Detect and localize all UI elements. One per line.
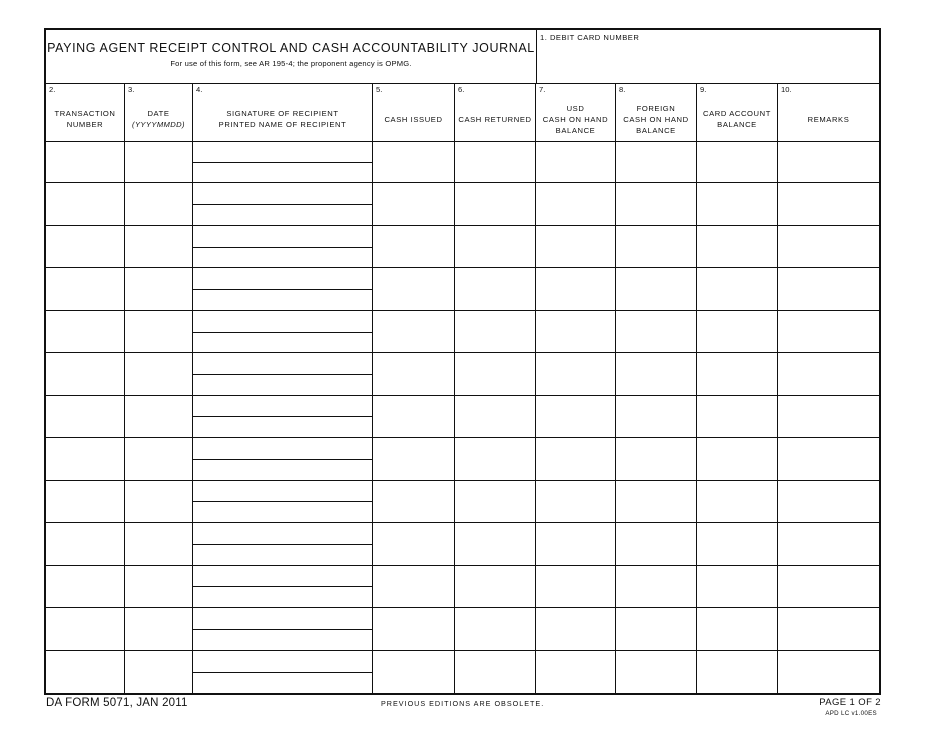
- transaction-number-cell[interactable]: [46, 311, 125, 352]
- remarks-cell[interactable]: [778, 566, 879, 607]
- usd-cash-on-hand-cell[interactable]: [536, 268, 616, 309]
- foreign-cash-on-hand-cell[interactable]: [616, 438, 697, 479]
- column-header-cash-issued: [373, 83, 455, 141]
- table-row: [46, 438, 879, 480]
- cash-issued-cell[interactable]: [373, 311, 455, 352]
- transaction-number-cell[interactable]: [46, 523, 125, 564]
- cash-issued-cell[interactable]: [373, 226, 455, 267]
- signature-recipient-cell[interactable]: [193, 226, 373, 267]
- card-account-balance-cell[interactable]: [697, 353, 778, 394]
- transaction-number-cell[interactable]: [46, 481, 125, 522]
- date-cell[interactable]: [125, 566, 193, 607]
- column-label-line: CASH RETURNED: [458, 114, 532, 124]
- debit-card-number-label: 1. DEBIT CARD NUMBER: [540, 33, 640, 42]
- column-label-line: DATE: [147, 109, 170, 118]
- signature-recipient-cell[interactable]: [193, 651, 373, 693]
- foreign-cash-on-hand-cell[interactable]: [616, 481, 697, 522]
- column-label-line: PRINTED NAME OF RECIPIENT: [218, 120, 347, 129]
- cash-issued-cell[interactable]: [373, 566, 455, 607]
- signature-divider: [193, 459, 372, 460]
- cash-issued-cell[interactable]: [373, 183, 455, 224]
- remarks-cell[interactable]: [778, 183, 879, 224]
- usd-cash-on-hand-cell[interactable]: [536, 226, 616, 267]
- cash-issued-cell[interactable]: [373, 396, 455, 437]
- column-label-line: (YYYYMMDD): [132, 120, 185, 129]
- signature-divider: [193, 586, 372, 587]
- column-header-card-account-balance: [697, 83, 778, 141]
- signature-recipient-cell[interactable]: [193, 608, 373, 649]
- transaction-number-cell[interactable]: [46, 226, 125, 267]
- column-label-line: CASH ON HAND: [542, 114, 609, 124]
- column-header-usd-cash-on-hand: [536, 83, 616, 141]
- column-label-line: BALANCE: [555, 125, 596, 135]
- signature-recipient-cell[interactable]: [193, 183, 373, 224]
- cash-returned-cell[interactable]: [455, 396, 536, 437]
- column-label: [125, 97, 192, 141]
- transaction-number-cell[interactable]: [46, 141, 125, 182]
- date-cell[interactable]: [125, 523, 193, 564]
- signature-recipient-cell[interactable]: [193, 396, 373, 437]
- date-cell[interactable]: [125, 268, 193, 309]
- column-label-line: NUMBER: [66, 120, 104, 129]
- usd-cash-on-hand-cell[interactable]: [536, 481, 616, 522]
- form-title: PAYING AGENT RECEIPT CONTROL AND CASH ACCOUNTABILITY JOURNAL: [47, 41, 535, 55]
- cash-issued-cell[interactable]: [373, 438, 455, 479]
- foreign-cash-on-hand-cell[interactable]: [616, 353, 697, 394]
- cash-returned-cell[interactable]: [455, 226, 536, 267]
- cash-issued-cell[interactable]: [373, 481, 455, 522]
- table-row: [46, 141, 879, 183]
- remarks-cell[interactable]: [778, 268, 879, 309]
- column-label: [616, 97, 696, 141]
- cash-returned-cell[interactable]: [455, 481, 536, 522]
- cash-returned-cell[interactable]: [455, 566, 536, 607]
- column-label: [697, 97, 777, 141]
- debit-card-number-field[interactable]: [536, 30, 879, 83]
- cash-issued-cell[interactable]: [373, 608, 455, 649]
- column-label-line: CASH ISSUED: [384, 114, 443, 124]
- usd-cash-on-hand-cell[interactable]: [536, 608, 616, 649]
- table-row: [46, 566, 879, 608]
- column-label: [778, 97, 879, 141]
- column-label-line: BALANCE: [717, 120, 757, 129]
- column-label-line: TRANSACTION: [54, 109, 116, 118]
- column-label-line: CASH ON HAND: [623, 114, 689, 124]
- column-header-remarks: [778, 83, 879, 141]
- card-account-balance-cell[interactable]: [697, 566, 778, 607]
- date-cell[interactable]: [125, 651, 193, 693]
- column-number: 3.: [128, 85, 135, 94]
- signature-recipient-cell[interactable]: [193, 438, 373, 479]
- foreign-cash-on-hand-cell[interactable]: [616, 523, 697, 564]
- date-cell[interactable]: [125, 311, 193, 352]
- card-account-balance-cell[interactable]: [697, 481, 778, 522]
- cash-issued-cell[interactable]: [373, 353, 455, 394]
- signature-recipient-cell[interactable]: [193, 566, 373, 607]
- foreign-cash-on-hand-cell[interactable]: [616, 226, 697, 267]
- usd-cash-on-hand-cell[interactable]: [536, 566, 616, 607]
- form-header: [46, 30, 879, 84]
- remarks-cell[interactable]: [778, 438, 879, 479]
- column-label-line: FOREIGN: [636, 103, 676, 113]
- card-account-balance-cell[interactable]: [697, 651, 778, 693]
- cash-issued-cell[interactable]: [373, 268, 455, 309]
- cash-returned-cell[interactable]: [455, 438, 536, 479]
- foreign-cash-on-hand-cell[interactable]: [616, 396, 697, 437]
- column-header-transaction-number: [46, 83, 125, 141]
- usd-cash-on-hand-cell[interactable]: [536, 311, 616, 352]
- column-label-line: SIGNATURE OF RECIPIENT: [226, 109, 339, 118]
- remarks-cell[interactable]: [778, 353, 879, 394]
- foreign-cash-on-hand-cell[interactable]: [616, 651, 697, 693]
- usd-cash-on-hand-cell[interactable]: [536, 183, 616, 224]
- signature-divider: [193, 672, 372, 673]
- apd-version: APD LC v1.00ES: [825, 710, 877, 717]
- foreign-cash-on-hand-cell[interactable]: [616, 311, 697, 352]
- column-number: 5.: [376, 85, 383, 94]
- column-header-cash-returned: [455, 83, 536, 141]
- cash-returned-cell[interactable]: [455, 141, 536, 182]
- column-label: [46, 97, 124, 141]
- remarks-cell[interactable]: [778, 226, 879, 267]
- column-number: 9.: [700, 85, 707, 94]
- cash-returned-cell[interactable]: [455, 183, 536, 224]
- transaction-number-cell[interactable]: [46, 438, 125, 479]
- column-header-signature-recipient: [193, 83, 373, 141]
- card-account-balance-cell[interactable]: [697, 523, 778, 564]
- cash-returned-cell[interactable]: [455, 268, 536, 309]
- remarks-cell[interactable]: [778, 481, 879, 522]
- usd-cash-on-hand-cell[interactable]: [536, 438, 616, 479]
- card-account-balance-cell[interactable]: [697, 396, 778, 437]
- card-account-balance-cell[interactable]: [697, 311, 778, 352]
- transaction-number-cell[interactable]: [46, 268, 125, 309]
- date-cell[interactable]: [125, 438, 193, 479]
- remarks-cell[interactable]: [778, 651, 879, 693]
- foreign-cash-on-hand-cell[interactable]: [616, 268, 697, 309]
- remarks-cell[interactable]: [778, 311, 879, 352]
- foreign-cash-on-hand-cell[interactable]: [616, 566, 697, 607]
- cash-returned-cell[interactable]: [455, 651, 536, 693]
- signature-recipient-cell[interactable]: [193, 268, 373, 309]
- signature-divider: [193, 544, 372, 545]
- form-subtitle: For use of this form, see AR 195-4; the proponent agency is OPMG.: [170, 59, 412, 68]
- cash-issued-cell[interactable]: [373, 523, 455, 564]
- cash-returned-cell[interactable]: [455, 608, 536, 649]
- column-number: 2.: [49, 85, 56, 94]
- obsolete-notice: PREVIOUS EDITIONS ARE OBSOLETE.: [381, 699, 545, 708]
- date-cell[interactable]: [125, 608, 193, 649]
- foreign-cash-on-hand-cell[interactable]: [616, 141, 697, 182]
- transaction-number-cell[interactable]: [46, 608, 125, 649]
- column-number: 7.: [539, 85, 546, 94]
- cash-returned-cell[interactable]: [455, 311, 536, 352]
- column-number: 8.: [619, 85, 626, 94]
- foreign-cash-on-hand-cell[interactable]: [616, 183, 697, 224]
- date-cell[interactable]: [125, 481, 193, 522]
- usd-cash-on-hand-cell[interactable]: [536, 353, 616, 394]
- table-row: [46, 311, 879, 353]
- journal-rows: [46, 141, 879, 693]
- signature-divider: [193, 204, 372, 205]
- remarks-cell[interactable]: [778, 523, 879, 564]
- table-row: [46, 353, 879, 395]
- date-cell[interactable]: [125, 226, 193, 267]
- page-number: PAGE 1 OF 2: [819, 697, 881, 708]
- card-account-balance-cell[interactable]: [697, 183, 778, 224]
- signature-divider: [193, 332, 372, 333]
- card-account-balance-cell[interactable]: [697, 226, 778, 267]
- cash-issued-cell[interactable]: [373, 141, 455, 182]
- date-cell[interactable]: [125, 353, 193, 394]
- cash-returned-cell[interactable]: [455, 523, 536, 564]
- card-account-balance-cell[interactable]: [697, 141, 778, 182]
- signature-divider: [193, 289, 372, 290]
- column-label: [193, 97, 372, 141]
- signature-recipient-cell[interactable]: [193, 481, 373, 522]
- usd-cash-on-hand-cell[interactable]: [536, 651, 616, 693]
- remarks-cell[interactable]: [778, 141, 879, 182]
- signature-divider: [193, 416, 372, 417]
- signature-recipient-cell[interactable]: [193, 523, 373, 564]
- table-row: [46, 226, 879, 268]
- column-label-line: CARD ACCOUNT: [703, 109, 771, 118]
- column-header-foreign-cash-on-hand: [616, 83, 697, 141]
- table-row: [46, 396, 879, 438]
- card-account-balance-cell[interactable]: [697, 268, 778, 309]
- remarks-cell[interactable]: [778, 608, 879, 649]
- transaction-number-cell[interactable]: [46, 183, 125, 224]
- signature-divider: [193, 374, 372, 375]
- card-account-balance-cell[interactable]: [697, 608, 778, 649]
- table-row: [46, 608, 879, 650]
- column-label-line: REMARKS: [807, 114, 850, 124]
- date-cell[interactable]: [125, 396, 193, 437]
- column-number: 10.: [781, 85, 792, 94]
- column-label: [455, 97, 535, 141]
- transaction-number-cell[interactable]: [46, 353, 125, 394]
- transaction-number-cell[interactable]: [46, 566, 125, 607]
- table-row: [46, 268, 879, 310]
- usd-cash-on-hand-cell[interactable]: [536, 396, 616, 437]
- signature-divider: [193, 162, 372, 163]
- date-cell[interactable]: [125, 141, 193, 182]
- column-number: 6.: [458, 85, 465, 94]
- usd-cash-on-hand-cell[interactable]: [536, 141, 616, 182]
- table-row: [46, 523, 879, 565]
- column-label-line: BALANCE: [636, 125, 676, 135]
- foreign-cash-on-hand-cell[interactable]: [616, 608, 697, 649]
- cash-issued-cell[interactable]: [373, 651, 455, 693]
- table-row: [46, 481, 879, 523]
- signature-recipient-cell[interactable]: [193, 311, 373, 352]
- journal-form: [44, 28, 881, 695]
- card-account-balance-cell[interactable]: [697, 438, 778, 479]
- signature-recipient-cell[interactable]: [193, 353, 373, 394]
- column-label: [536, 97, 615, 141]
- cash-returned-cell[interactable]: [455, 353, 536, 394]
- column-header-date: [125, 83, 193, 141]
- usd-cash-on-hand-cell[interactable]: [536, 523, 616, 564]
- form-id: DA FORM 5071, JAN 2011: [46, 697, 188, 709]
- column-label: [373, 97, 454, 141]
- signature-divider: [193, 501, 372, 502]
- column-number: 4.: [196, 85, 203, 94]
- table-row: [46, 651, 879, 693]
- date-cell[interactable]: [125, 183, 193, 224]
- transaction-number-cell[interactable]: [46, 396, 125, 437]
- signature-recipient-cell[interactable]: [193, 141, 373, 182]
- transaction-number-cell[interactable]: [46, 651, 125, 693]
- remarks-cell[interactable]: [778, 396, 879, 437]
- table-row: [46, 183, 879, 225]
- column-label-line: USD: [566, 103, 585, 113]
- signature-divider: [193, 247, 372, 248]
- signature-divider: [193, 629, 372, 630]
- column-header-row: [46, 83, 879, 142]
- title-block: [46, 30, 537, 83]
